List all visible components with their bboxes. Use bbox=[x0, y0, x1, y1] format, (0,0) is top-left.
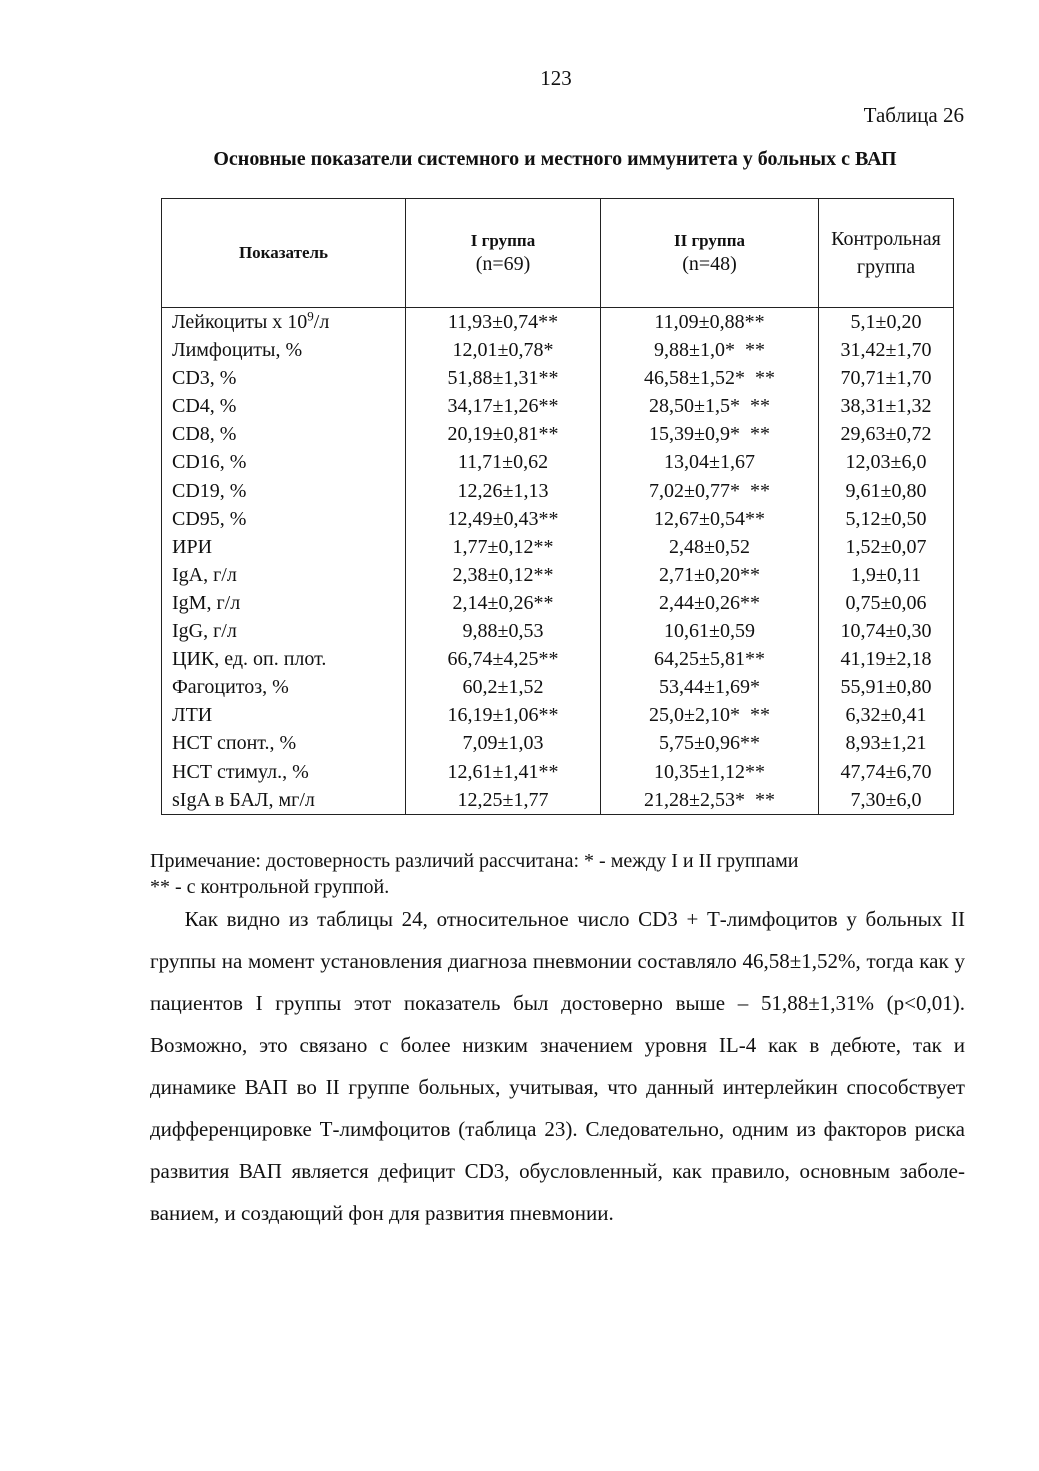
control-value: 41,19±2,18 bbox=[840, 648, 932, 671]
indicator-name-suffix: /л bbox=[313, 311, 330, 333]
header-control-line2: группа bbox=[856, 256, 916, 278]
header-group2-name: II группа bbox=[673, 231, 746, 250]
group1-value: 7,09±1,03 bbox=[462, 732, 544, 755]
indicator-name-text: CD16, % bbox=[172, 451, 247, 474]
group1-column bbox=[406, 308, 601, 815]
group1-value: 60,2±1,52 bbox=[462, 676, 544, 699]
group1-value: 66,74±4,25** bbox=[447, 648, 559, 671]
control-value: 1,52±0,07 bbox=[845, 535, 927, 558]
header-group1-n: (n=69) bbox=[475, 253, 531, 275]
header-control bbox=[819, 199, 954, 308]
immunity-table bbox=[161, 198, 954, 815]
control-value: 9,61±0,80 bbox=[845, 479, 927, 502]
indicator-name bbox=[162, 561, 405, 589]
indicator-name bbox=[162, 758, 405, 786]
group2-value: 28,50±1,5* ** bbox=[649, 395, 770, 418]
table-body-row bbox=[162, 308, 954, 815]
indicator-name bbox=[162, 420, 405, 448]
indicator-name-text: IgA, г/л bbox=[172, 563, 237, 586]
note-line-2: ** - с контрольной группой. bbox=[150, 876, 390, 898]
group1-value: 9,88±0,53 bbox=[462, 620, 544, 643]
control-value: 8,93±1,21 bbox=[845, 732, 927, 755]
group2-value: 9,88±1,0* ** bbox=[654, 339, 765, 362]
group2-value: 10,61±0,59 bbox=[664, 620, 755, 643]
indicator-name-text: Фагоцитоз, % bbox=[172, 676, 289, 699]
control-value: 29,63±0,72 bbox=[840, 423, 932, 446]
header-group1 bbox=[406, 199, 601, 308]
indicator-name-text: Лимфоциты, % bbox=[172, 339, 303, 362]
group1-value: 12,26±1,13 bbox=[457, 479, 549, 502]
indicator-name bbox=[162, 533, 405, 561]
control-column bbox=[819, 308, 954, 815]
group1-value: 12,01±0,78* bbox=[452, 339, 554, 362]
header-indicator bbox=[162, 199, 406, 308]
table-label: Таблица 26 bbox=[863, 103, 964, 127]
group1-value: 34,17±1,26** bbox=[447, 395, 559, 418]
table-note bbox=[150, 848, 799, 900]
control-value: 12,03±6,0 bbox=[845, 451, 927, 474]
group1-value: 20,19±0,81** bbox=[447, 423, 559, 446]
table-title: Основные показатели системного и местного иммунитета у больных с ВАП bbox=[213, 148, 897, 170]
group2-value: 10,35±1,12** bbox=[654, 760, 765, 783]
header-group2-n: (n=48) bbox=[682, 253, 737, 275]
indicator-name-superscript: 9 bbox=[307, 308, 314, 324]
control-value: 6,32±0,41 bbox=[845, 704, 927, 727]
indicator-name bbox=[162, 786, 405, 814]
group1-value: 12,61±1,41** bbox=[447, 760, 559, 783]
indicator-column bbox=[162, 308, 406, 815]
control-value: 5,12±0,50 bbox=[845, 507, 927, 530]
note-line-1: Примечание: достоверность различий рассчитана: * - между I и II группами bbox=[150, 850, 799, 872]
group2-value: 13,04±1,67 bbox=[664, 451, 755, 474]
indicator-name-text: CD95, % bbox=[172, 507, 247, 530]
indicator-name-text: Лейкоциты х 10 bbox=[172, 311, 308, 333]
indicator-name bbox=[162, 617, 405, 645]
group2-value: 15,39±0,9* ** bbox=[649, 423, 770, 446]
control-value: 38,31±1,32 bbox=[840, 395, 932, 418]
indicator-name-text: IgM, г/л bbox=[172, 591, 241, 614]
header-group2 bbox=[601, 199, 819, 308]
body-paragraph bbox=[150, 898, 965, 1234]
indicator-name bbox=[162, 673, 405, 701]
indicator-name bbox=[162, 589, 405, 617]
group1-value: 12,49±0,43** bbox=[447, 507, 559, 530]
indicator-name bbox=[162, 505, 405, 533]
control-value: 5,1±0,20 bbox=[850, 311, 922, 333]
control-value: 70,71±1,70 bbox=[840, 367, 932, 390]
indicator-name-text: CD19, % bbox=[172, 479, 247, 502]
group2-value: 25,0±2,10* ** bbox=[649, 704, 770, 727]
indicator-name bbox=[162, 392, 405, 420]
indicator-name-text: IgG, г/л bbox=[172, 620, 237, 643]
group2-value: 2,71±0,20** bbox=[659, 563, 760, 586]
group1-value: 16,19±1,06** bbox=[447, 704, 559, 727]
control-value: 0,75±0,06 bbox=[845, 591, 927, 614]
indicator-name bbox=[162, 364, 405, 392]
group2-value: 2,48±0,52 bbox=[669, 535, 750, 558]
group1-value: 2,38±0,12** bbox=[452, 563, 554, 586]
control-value: 31,42±1,70 bbox=[840, 339, 932, 362]
group2-value: 46,58±1,52* ** bbox=[644, 367, 775, 390]
control-value: 10,74±0,30 bbox=[840, 620, 932, 643]
group2-value: 12,67±0,54** bbox=[654, 507, 765, 530]
header-group1-name: I группа bbox=[470, 231, 536, 250]
indicator-name-text: CD4, % bbox=[172, 395, 237, 418]
indicator-name bbox=[162, 448, 405, 476]
indicator-name-text: ЦИК, ед. оп. плот. bbox=[172, 648, 327, 671]
control-value: 1,9±0,11 bbox=[850, 563, 922, 586]
control-value: 47,74±6,70 bbox=[840, 760, 932, 783]
group1-value: 1,77±0,12** bbox=[452, 535, 554, 558]
header-control-line1: Контрольная bbox=[831, 228, 941, 250]
indicator-name-text: ЛТИ bbox=[172, 704, 213, 727]
group2-value: 7,02±0,77* ** bbox=[649, 479, 770, 502]
control-value: 7,30±6,0 bbox=[850, 788, 922, 811]
indicator-name bbox=[162, 729, 405, 757]
group2-value: 21,28±2,53* ** bbox=[644, 788, 775, 811]
indicator-name-text: sIgA в БАЛ, мг/л bbox=[172, 788, 315, 811]
indicator-name-text: НСТ стимул., % bbox=[172, 760, 309, 783]
indicator-name bbox=[162, 701, 405, 729]
group2-value: 2,44±0,26** bbox=[659, 591, 760, 614]
group1-value: 11,93±0,74** bbox=[447, 311, 559, 333]
indicator-name bbox=[162, 477, 405, 505]
group2-value: 11,09±0,88** bbox=[654, 311, 765, 333]
table-header-row bbox=[162, 199, 954, 308]
indicator-name-text: CD8, % bbox=[172, 423, 237, 446]
indicator-name-text: CD3, % bbox=[172, 367, 237, 390]
group1-value: 2,14±0,26** bbox=[452, 591, 554, 614]
page-number: 123 bbox=[540, 66, 572, 90]
indicator-name bbox=[162, 645, 405, 673]
group2-value: 5,75±0,96** bbox=[659, 732, 760, 755]
indicator-name bbox=[162, 336, 405, 364]
group2-value: 64,25±5,81** bbox=[654, 648, 765, 671]
group1-value: 51,88±1,31** bbox=[447, 367, 559, 390]
group2-column bbox=[601, 308, 819, 815]
header-indicator-label: Показатель bbox=[238, 243, 329, 262]
group1-value: 11,71±0,62 bbox=[457, 451, 549, 474]
control-value: 55,91±0,80 bbox=[840, 676, 932, 699]
indicator-name-text: ИРИ bbox=[172, 535, 213, 558]
indicator-name-text: НСТ спонт., % bbox=[172, 732, 297, 755]
indicator-name bbox=[162, 308, 405, 336]
group1-value: 12,25±1,77 bbox=[457, 788, 549, 811]
paragraph-text: Как видно из таблицы 24, относительное число CD3 + Т-лимфоцитов у больных II группы на момент установления диагноза пневмонии составляло 46,58±1,52%, тогда как у пациентов I группы этот показатель был достоверно выше – 51,88±1,31% (р<0,01). Возможно, это связано с более низким значением уровня IL-4 как в дебюте, так и динамике ВАП во II группе больных, учитывая, что данный интерлейкин способствует дифференцировке Т-лимфоцитов (таблица 23). Следовательно, одним из факторов риска развития ВАП является дефицит CD3, обусловленный, как правило, основным заболеванием, и создающий фон для развития пневмонии. bbox=[150, 907, 965, 1225]
group2-value: 53,44±1,69* bbox=[659, 676, 760, 699]
